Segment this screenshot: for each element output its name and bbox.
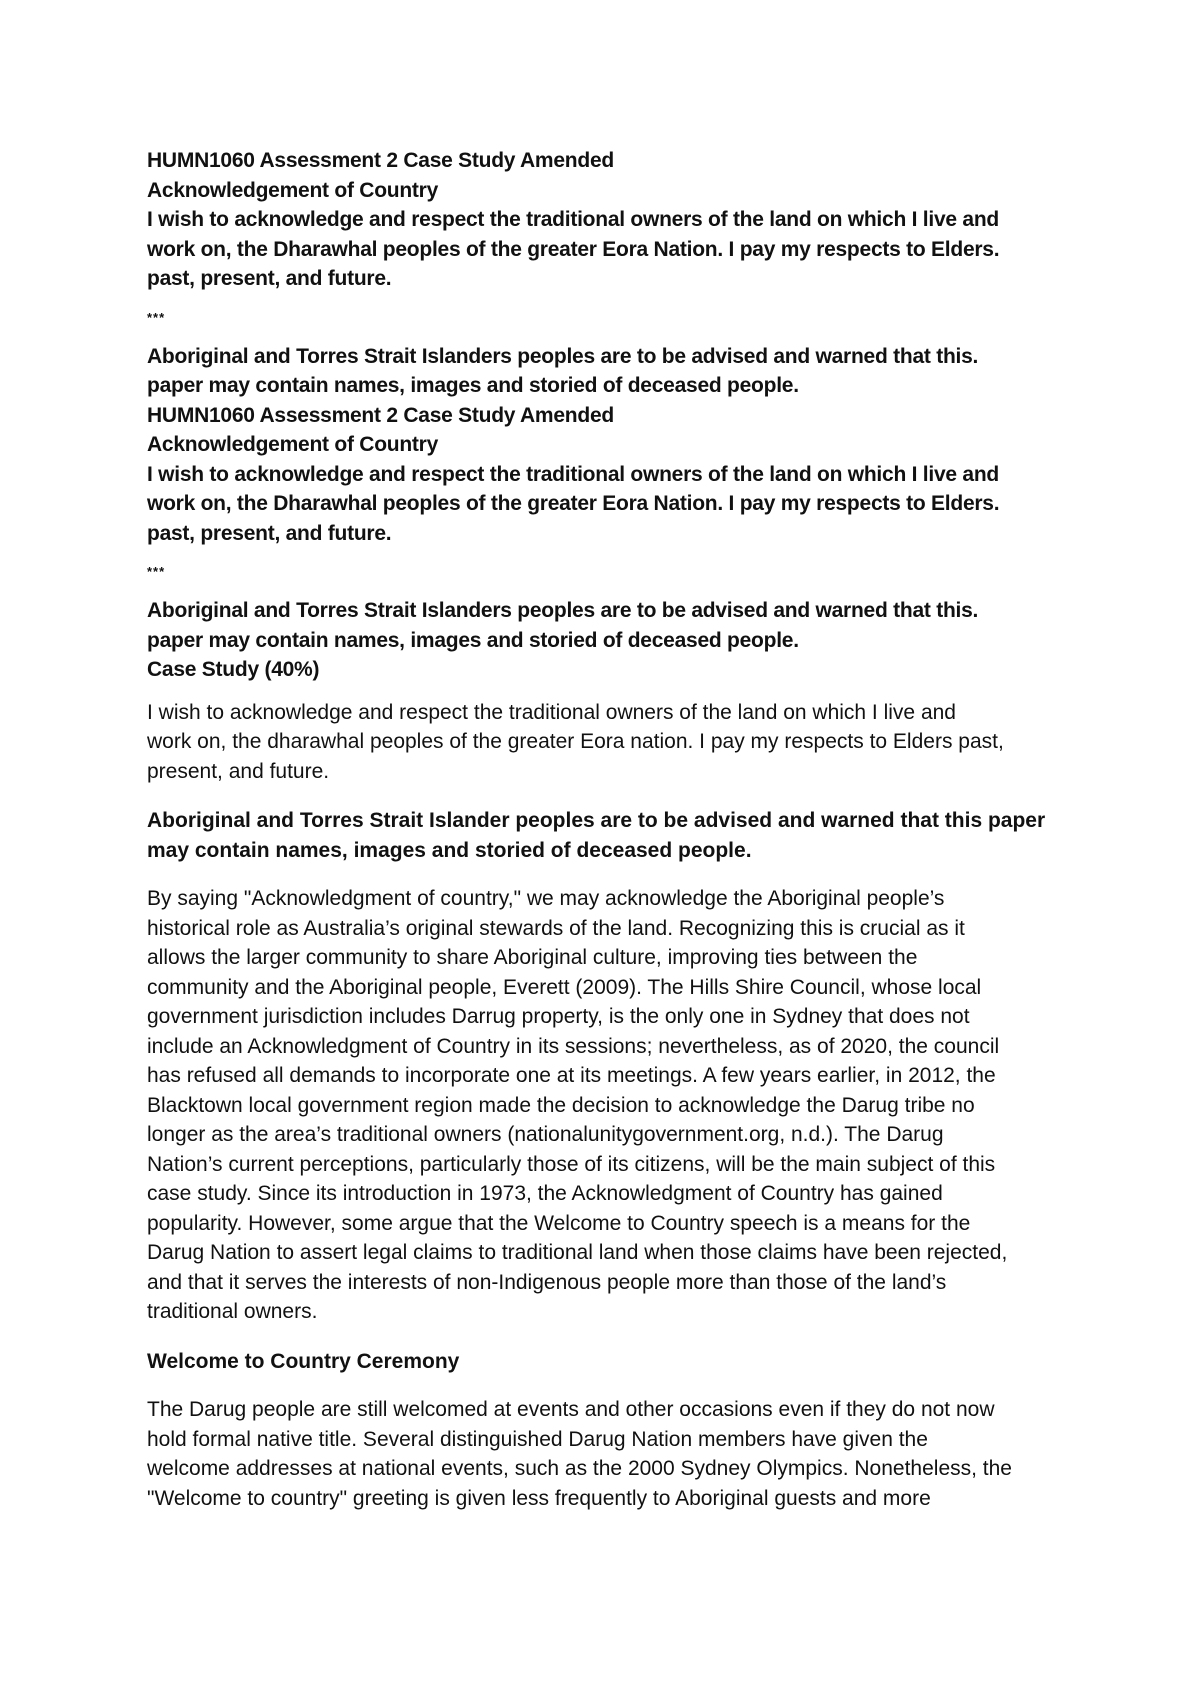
paragraph-line: case study. Since its introduction in 1973, the Acknowledgment of Country has gained (147, 1182, 943, 1205)
document-subtitle: Acknowledgement of Country (147, 433, 439, 456)
paragraph-line: has refused all demands to incorporate one at its meetings. A few years earlier, in 2012, the (147, 1064, 996, 1087)
header-block-1 (147, 146, 1077, 401)
paragraph-line: traditional owners. (147, 1300, 318, 1323)
paragraph-line: historical role as Australia’s original stewards of the land. Recognizing this is crucial as it (147, 916, 965, 940)
section-heading: Welcome to Country Ceremony (147, 1349, 460, 1373)
paragraph-line: Blacktown local government region made the decision to acknowledge the Darug tribe no (147, 1093, 975, 1117)
warning-line: paper may contain names, images and storied of deceased people. (147, 628, 799, 652)
paragraph-line: government jurisdiction includes Darrug property, is the only one in Sydney that does not (147, 1005, 970, 1028)
ack-line: work on, the Dharawhal peoples of the greater Eora Nation. I pay my respects to Elders. (147, 492, 1000, 515)
case-study-heading: Case Study (40%) (147, 658, 320, 681)
warning-line: Aboriginal and Torres Strait Islanders peoples are to be advised and warned that this. (147, 344, 979, 368)
ack-paragraph (147, 698, 1077, 787)
paragraph-line: community and the Aboriginal people, Everett (2009). The Hills Shire Council, whose local (147, 975, 982, 999)
warning-line: paper may contain names, images and storied of deceased people. (147, 374, 799, 397)
paragraph-line: Nation’s current perceptions, particularly those of its citizens, will be the main subject of this (147, 1152, 996, 1176)
warning-line: Aboriginal and Torres Strait Islanders peoples are to be advised and warned that this. (147, 599, 979, 622)
document-page (147, 146, 1077, 1513)
ack-line: I wish to acknowledge and respect the traditional owners of the land on which I live and (147, 208, 999, 231)
paragraph-line: Aboriginal and Torres Strait Islander peoples are to be advised and warned that this paper (147, 809, 1046, 832)
paragraph-line: and that it serves the interests of non-Indigenous people more than those of the land’s (147, 1270, 947, 1294)
paragraph-line: popularity. However, some argue that the Welcome to Country speech is a means for the (147, 1211, 971, 1235)
ack-line: work on, the Dharawhal peoples of the greater Eora Nation. I pay my respects to Elders. (147, 237, 1000, 261)
paragraph-line: may contain names, images and storied of deceased people. (147, 838, 752, 862)
document-title: HUMN1060 Assessment 2 Case Study Amended (147, 403, 614, 427)
section-separator: *** (147, 309, 166, 325)
paragraph-line: allows the larger community to share Aboriginal culture, improving ties between the (147, 946, 918, 969)
paragraph-line: I wish to acknowledge and respect the traditional owners of the land on which I live and (147, 700, 956, 724)
paragraph-line: longer as the area’s traditional owners (nationalunitygovernment.org, n.d.). The Darug (147, 1123, 944, 1146)
paragraph-line: include an Acknowledgment of Country in its sessions; nevertheless, as of 2020, the council (147, 1034, 1000, 1058)
document-subtitle: Acknowledgement of Country (147, 178, 439, 202)
ack-line: past, present, and future. (147, 521, 392, 545)
welcome-paragraph (147, 1395, 1077, 1513)
section-separator: *** (147, 564, 166, 579)
welcome-heading-block (147, 1347, 1077, 1377)
paragraph-line: present, and future. (147, 759, 330, 783)
document-title: HUMN1060 Assessment 2 Case Study Amended (147, 149, 614, 172)
paragraph-line: By saying "Acknowledgment of country," we may acknowledge the Aboriginal people’s (147, 887, 945, 910)
paragraph-line: welcome addresses at national events, such as the 2000 Sydney Olympics. Nonetheless, the (147, 1457, 1012, 1480)
ack-line: I wish to acknowledge and respect the traditional owners of the land on which I live and (147, 462, 999, 486)
paragraph-line: Darug Nation to assert legal claims to traditional land when those claims have been rejected, (147, 1241, 1008, 1264)
paragraph-line: hold formal native title. Several distinguished Darug Nation members have given the (147, 1427, 928, 1451)
paragraph-line: The Darug people are still welcomed at events and other occasions even if they do not now (147, 1398, 995, 1421)
header-block-2 (147, 401, 1077, 685)
paragraph-line: work on, the dharawhal peoples of the greater Eora nation. I pay my respects to Elders past, (147, 730, 1004, 753)
warning-paragraph (147, 806, 1077, 865)
ack-line: past, present, and future. (147, 267, 392, 290)
paragraph-line: "Welcome to country" greeting is given less frequently to Aboriginal guests and more (147, 1486, 931, 1510)
body-paragraph (147, 884, 1077, 1327)
